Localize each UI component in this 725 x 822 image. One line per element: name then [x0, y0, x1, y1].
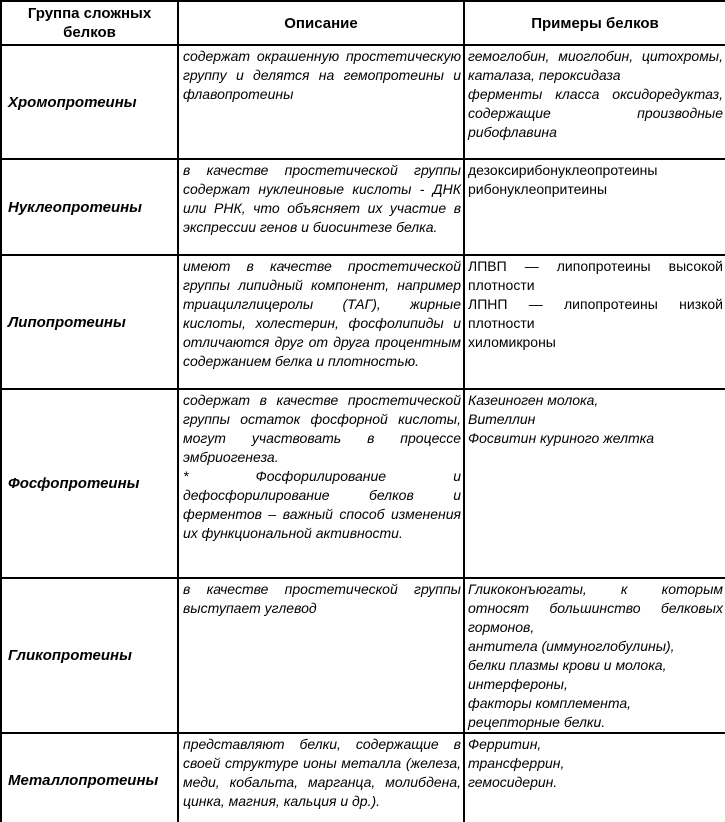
header-group: Группа сложных белков	[1, 1, 178, 45]
table-row	[1, 389, 725, 578]
paragraph: ЛПВП — липопротеины высокой плотности	[468, 258, 723, 293]
paragraph: содержат в качестве простетической группы остаток фосфорной кислоты, могут участвовать в процессе эмбриогенеза.	[183, 392, 461, 465]
protein-group-description	[178, 45, 464, 159]
paragraph: гемоглобин, миоглобин, цитохромы, каталаза, пероксидаза	[468, 48, 723, 83]
paragraph: ЛПНП — липопротеины низкой плотности	[468, 296, 723, 331]
paragraph: Ферритин,	[468, 736, 542, 752]
protein-group-examples	[464, 45, 725, 159]
table-row	[1, 733, 725, 822]
protein-group-examples	[464, 733, 725, 822]
paragraph: в качестве простетической группы содержат нуклеиновые кислоты - ДНК или РНК, что объясняет их участие в экспрессии генов и биосинтезе белка.	[183, 162, 461, 235]
paragraph: Фосвитин куриного желтка	[468, 430, 655, 446]
protein-group-name: Липопротеины	[1, 255, 178, 389]
protein-group-description	[178, 733, 464, 822]
table-row	[1, 45, 725, 159]
paragraph: представляют белки, содержащие в своей структуре ионы металла (железа, меди, кобальта, марганца, молибдена, цинка, магния, кальция и др.).	[183, 736, 461, 809]
protein-group-name: Металлопротеины	[1, 733, 178, 822]
paragraph: Вителлин	[468, 411, 536, 427]
protein-group-description	[178, 255, 464, 389]
paragraph: имеют в качестве простетической группы липидный компонент, например триацилглицеролы (ТАГ), жирные кислоты, холестерин, фосфолипиды и отличаются друг от друга процентным содержанием белка и плотностью.	[183, 258, 461, 369]
protein-group-examples	[464, 159, 725, 255]
protein-group-description	[178, 578, 464, 733]
paragraph: интерфероны,	[468, 676, 568, 692]
paragraph: в качестве простетической группы выступает углевод	[183, 581, 461, 616]
paragraph: * Фосфорилирование и дефосфорилирование белков и ферментов – важный способ изменения их функциональной активности.	[183, 468, 461, 541]
protein-group-name: Гликопротеины	[1, 578, 178, 733]
paragraph: содержат окрашенную простетическую группу и делятся на гемопротеины и флавопротеины	[183, 48, 461, 102]
table-row	[1, 578, 725, 733]
paragraph: антитела (иммуноглобулины),	[468, 638, 675, 654]
paragraph: факторы комплемента,	[468, 695, 632, 711]
table-row	[1, 159, 725, 255]
paragraph: белки плазмы крови и молока,	[468, 657, 667, 673]
protein-group-name: Хромопротеины	[1, 45, 178, 159]
paragraph: Казеиноген молока,	[468, 392, 599, 408]
protein-group-description	[178, 159, 464, 255]
protein-group-examples	[464, 389, 725, 578]
header-examples: Примеры белков	[464, 1, 725, 45]
paragraph: хиломикроны	[468, 334, 556, 350]
protein-group-name: Фосфопротеины	[1, 389, 178, 578]
paragraph: рецепторные белки.	[468, 714, 606, 730]
header-description: Описание	[178, 1, 464, 45]
paragraph: дезоксирибонуклеопротеины	[468, 162, 658, 178]
paragraph: рибонуклеопритеины	[468, 181, 608, 197]
paragraph: гемосидерин.	[468, 774, 558, 790]
paragraph: Гликоконъюгаты, к которым относят большинство белковых гормонов,	[468, 581, 723, 635]
protein-group-description	[178, 389, 464, 578]
table-header-row	[1, 1, 725, 45]
protein-group-examples	[464, 578, 725, 733]
paragraph: ферменты класса оксидоредуктаз, содержащие производные рибофлавина	[468, 86, 723, 140]
protein-group-examples	[464, 255, 725, 389]
paragraph: трансферрин,	[468, 755, 565, 771]
table-row	[1, 255, 725, 389]
protein-group-name: Нуклеопротеины	[1, 159, 178, 255]
